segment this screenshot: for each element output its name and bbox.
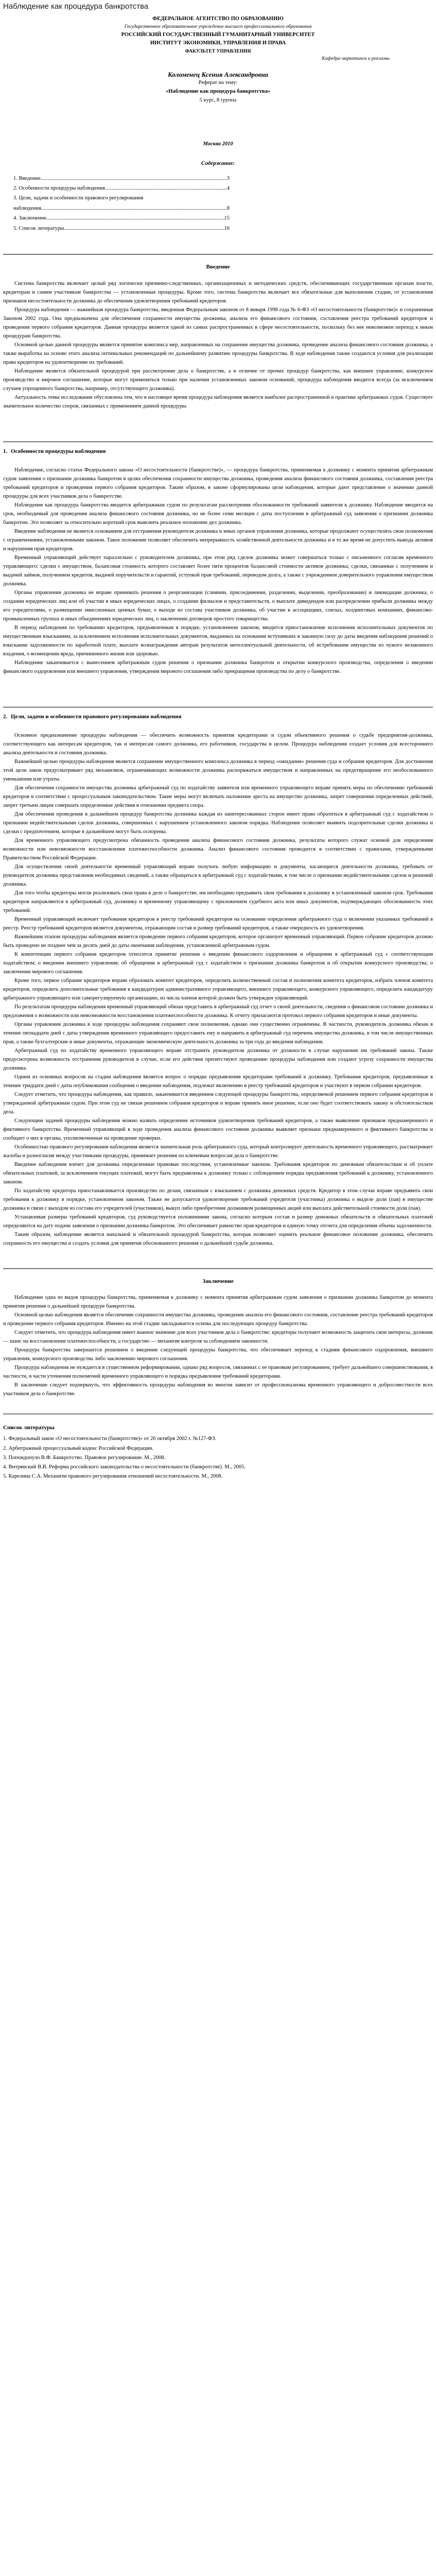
work-type: Реферат на тему: bbox=[198, 80, 238, 86]
paragraph: Одним из основных вопросов на стадии наблюдения является вопрос о порядке предъявления кредиторами требований к должнику. Требования кредиторов, предъявленные в течение тридцати дней с даты опубликования сообщения о введении наблюдения, подлежат включению в реестр требований кредиторов и участвуют в первом собрании кредиторов. bbox=[3, 1074, 433, 1089]
paragraph: В период наблюдения по требованию кредиторов, предъявленным в порядке, установленном законом, вводится приостановление исполнения исполнительных документов по имущественным взысканиям, за исключением исполнения исполнительных документов, выданных на основании вступивших в законную силу до даты введения наблюдения решений о взыскании задолженности по заработной плате, выплате вознаграждения авторам результатов интеллектуальной деятельности, об истребовании имущества из чужого незаконного владения, о возмещении вреда, причиненного жизни или здоровью. bbox=[3, 624, 433, 657]
institute-name: ИНСТИТУТ ЭКОНОМИКИ, УПРАВЛЕНИЯ И ПРАВА bbox=[150, 40, 286, 46]
paragraph: Для осуществления своей деятельности временный управляющий вправе получать любую информацию и документы, касающиеся деятельности должника, требовать от руководителя должника представления необходимых сведений, а также обращаться в арбитражный суд с ходатайствами, в том числе о признании недействительными сделок и решений должника. bbox=[3, 863, 433, 887]
section-2-paragraphs bbox=[3, 731, 433, 1248]
city-year: Москва 2010 bbox=[203, 141, 233, 147]
course-info: 5 курс, 8 группа bbox=[199, 97, 237, 103]
reference-item: 2. Арбитражный процессуальный кодекс Российской Федерации. bbox=[3, 1445, 153, 1451]
conclusion-heading: Заключение bbox=[202, 1278, 234, 1284]
paragraph: Важнейшим этапом процедуры наблюдения является проведение первого собрания кредиторов, которое организует временный управляющий. Первое собрание кредиторов должно быть проведено не позднее чем за десять дней до даты окончания наблюдения, установленной арбитражным судом. bbox=[3, 934, 433, 948]
toc-item[interactable] bbox=[13, 193, 230, 203]
section-1 bbox=[0, 447, 436, 676]
university-name: РОССИЙСКИЙ ГОСУДАРСТВЕННЫЙ ГУМАНИТАРНЫЙ УНИВЕРСИТЕТ bbox=[121, 31, 315, 38]
divider bbox=[3, 1268, 433, 1269]
paragraph: Наблюдение заканчивается с вынесением арбитражным судом решения о признании должника банкротом и открытии конкурсного производства, определения о введении финансового оздоровления или внешнего управления, утверждения мирового соглашения либо прекращения производства по делу о банкротстве. bbox=[3, 659, 433, 674]
paragraph: Процедура банкротства завершается решением о введении следующей процедуры банкротства, что обеспечивает переход к стадиям финансового оздоровления, внешнего управления, конкурсного производства либо заключению мирового соглашения. bbox=[3, 1347, 433, 1362]
toc-item[interactable] bbox=[13, 213, 230, 223]
chair-name: Кафедра маркетинга и рекламы bbox=[322, 56, 390, 62]
toc-item-page: 15 bbox=[224, 215, 230, 222]
institution-type: Государственное образовательное учреждение высшего профессионального образования bbox=[124, 24, 312, 30]
intro-paragraphs bbox=[3, 279, 433, 411]
paragraph: Основное предназначение процедуры наблюдения — обеспечить возможность принятия кредиторами и судом объективного решения о судьбе предприятия-должника, соответствующего как интересам кредиторов, так и интересам самого должника, его работников, государства в целом. Процедура наблюдения создает условия для всестороннего анализа деятельности и состояния должника. bbox=[3, 732, 433, 756]
toc-item[interactable] bbox=[13, 204, 230, 213]
toc-item-label: 1. Введение bbox=[13, 175, 41, 181]
toc-item[interactable] bbox=[13, 224, 230, 233]
paragraph: Введение наблюдения не является основанием для отстранения руководителя должника и иных органов управления должника, которые продолжают осуществлять свои полномочия с ограничениями, установленными законом. Такое положение позволяет обеспечить непрерывность хозяйственной деятельности должника и в то же время не допустить вывода активов и нарушения прав кредиторов. bbox=[3, 528, 433, 552]
paragraph: Для того чтобы кредиторы могли реализовать свои права в деле о банкротстве, им необходимо предъявить свои требования к должнику в установленный законом срок. Требования кредиторов направляются в арбитражный суд, должнику и временному управляющему с приложением судебного акта или иных документов, подтверждающих обоснованность этих требований. bbox=[3, 890, 433, 913]
references-list bbox=[0, 1435, 436, 1481]
paragraph: Временный управляющий действует параллельно с руководителем должника, при этом ряд сделок должника может совершаться только с письменного согласия временного управляющего: сделки с имуществом, балансовая стоимость которого составляет более пяти процентов балансовой стоимости активов должника; сделки, связанные с получением и выдачей займов, получением кредитов, выдачей поручительств и гарантий, уступкой прав требований, переводом долга, а также с учреждением доверительного управления имуществом должника. bbox=[3, 554, 433, 587]
work-topic: «Наблюдение как процедура банкротства» bbox=[166, 89, 270, 95]
section-1-paragraphs bbox=[3, 466, 433, 676]
toc-item-page: 4 bbox=[226, 185, 230, 192]
paragraph: Актуальность темы исследования обусловлена тем, что в настоящее время процедура наблюдения является наиболее распространенной в практике арбитражных судов. Существует значительное количество споров, связанных с применением данной процедуры. bbox=[3, 394, 433, 409]
paragraph: Наблюдение, согласно статье Федерального закона «О несостоятельности (банкротстве)», — процедура банкротства, применяемая к должнику с момента принятия арбитражным судом заявления о признании должника банкротом в целях обеспечения сохранности имущества должника, проведения анализа финансового состояния должника, составления реестра требований кредиторов и проведения первого собрания кредиторов. Таким образом, в законе сформулированы цели наблюдения, которые дают представление о значении данной процедуры для всех участников дела о банкротстве. bbox=[3, 467, 433, 499]
ministry: ФЕДЕРАЛЬНОЕ АГЕНТСТВО ПО ОБРАЗОВАНИЮ bbox=[152, 16, 284, 22]
paragraph: Следующим задачей процедуры наблюдения можно назвать определение источников удовлетворения требований кредиторов, а также выявление признаков преднамеренного и фиктивного банкротства. Временный управляющий в ходе проведения анализа финансового состояния должника выявляет признаки преднамеренного и фиктивного банкротства и сообщает о них в органы, уполномоченные на проведение проверки. bbox=[3, 1117, 433, 1141]
toc-leader-dots bbox=[64, 224, 224, 233]
toc-item[interactable] bbox=[13, 174, 230, 183]
reference-item: 4. Витрянский В.В. Реформа российского законодательства о несостоятельности (банкротстве). М., 2005. bbox=[3, 1464, 246, 1470]
toc-item-label: 3. Цели, задачи и особенности правового регулирования bbox=[13, 195, 144, 201]
paragraph: Таким образом, наблюдение является начальной и обязательной процедурой банкротства, которая позволяет оценить реальное финансовое положение должника, обеспечить сохранность его имущества и создать условия для принятия обоснованного решения о дальнейшей судьбе должника. bbox=[3, 1231, 433, 1246]
section-2-number: 2. bbox=[3, 713, 8, 720]
toc-leader-dots bbox=[41, 174, 227, 183]
paragraph: Введение наблюдения влечет для должника определенные правовые последствия, установленные законом. Требования кредиторов по денежным обязательствам и об уплате обязательных платежей, за исключением текущих платежей, могут быть предъявлены к должнику только с соблюдением порядка предъявления требований к должнику, установленного законом. bbox=[3, 1161, 433, 1185]
paragraph: По результатам процедуры наблюдения временный управляющий обязан представить в арбитражный суд отчет о своей деятельности, сведения о финансовом состоянии должника и предложения о возможности или невозможности восстановления платежеспособности должника. К отчету прилагаются протокол первого собрания кредиторов и иные документы. bbox=[3, 1004, 433, 1019]
paragraph: Система банкротства включает целый ряд логически причинно-следственных, организационных и методических средств, обеспечивающих государственным органам власти, кредиторам и самим участникам банкротства — установленные процедуры. Кроме того, система банкротства включает все обязательные для выполнения стадии, от установления признаков несостоятельности должника до обеспечения удовлетворения требований кредиторов. bbox=[3, 280, 433, 304]
paragraph: По ходатайству кредитора приостанавливается производство по делам, связанным с взысканием с должника денежных средств. Кредитор в этом случае вправе предъявить свои требования к должнику в порядке, установленном законом. Также не допускается удовлетворение требований учредителя (участника) должника о выделе доли (пая) в имуществе должника в связи с выходом из состава его учредителей (участников), выкуп либо приобретение должником размещенных акций или выплата действительной стоимости доли (пая). bbox=[3, 1188, 433, 1211]
title-header bbox=[0, 15, 436, 55]
toc-leader-dots bbox=[41, 204, 227, 213]
toc-leader-dots bbox=[46, 213, 224, 223]
toc-item[interactable] bbox=[13, 183, 230, 193]
paragraph: Кроме того, первое собрание кредиторов вправе образовать комитет кредиторов, определить количественный состав и полномочия комитета кредиторов, избрать членов комитета кредиторов, определить дополнительные требования к кандидатурам административного управляющего, внешнего управляющего, конкурсного управляющего, определить кандидатуру арбитражного управляющего или саморегулируемую организацию, из числа членов которой должен быть утвержден управляющий. bbox=[3, 977, 433, 1001]
toc-title: Содержание: bbox=[201, 160, 235, 166]
conclusion-paragraphs bbox=[3, 1293, 433, 1398]
toc-item-page: 16 bbox=[224, 225, 230, 231]
paragraph: Основной целью данной процедуры является принятие комплекса мер, направленных на сохранение имущества должника, проведение анализа финансового состояния должника, а также выработка на основе этого анализа оптимальных рекомендаций по дальнейшему развитию процедуры банкротства. В ходе наблюдения также создаются условия для реализации права кредиторов на удовлетворение их требований. bbox=[3, 342, 433, 365]
toc-leader-dots bbox=[105, 183, 227, 193]
paragraph: Следует отметить, что процедура наблюдения, как правило, заканчивается введением следующей процедуры банкротства, определяемой решением первого собрания кредиторов и утверждаемой арбитражным судом. При этом суд не связан решением собрания кредиторов и вправе принять иное решение, если оно будет соответствовать закону и обстоятельствам дела. bbox=[3, 1091, 433, 1115]
intro-heading: Введение bbox=[206, 264, 230, 270]
reference-item: 1. Федеральный закон «О несостоятельности (банкротстве)» от 26 октября 2002 г. №127-ФЗ. bbox=[3, 1436, 217, 1442]
toc-item-page: 3 bbox=[226, 175, 230, 181]
paragraph: Органы управления должника в ходе процедуры наблюдения сохраняют свои полномочия, однако они существенно ограничены. В частности, руководитель должника обязан в течение пятнадцати дней с даты утверждения временного управляющего предоставить ему и направить в арбитражный суд перечень имущества должника, в том числе имущественных прав, а также бухгалтерские и иные документы, отражающие экономическую деятельность должника за три года до введения наблюдения. bbox=[3, 1021, 433, 1045]
reference-item: 3. Попондопуло В.Ф. Банкротство. Правовое регулирование. М., 2008. bbox=[3, 1454, 166, 1461]
section-1-number: 1. bbox=[3, 448, 8, 454]
paragraph: Процедура наблюдения не нуждается в существенном реформировании, однако ряд вопросов, связанных с ее правовым регулированием, требует дальнейшего совершенствования, в частности, в части уточнения полномочий временного управляющего и порядка предъявления требований кредиторами. bbox=[3, 1365, 433, 1380]
paragraph: Для временного управляющего предусмотрена обязанность проведения анализа финансового состояния должника, результаты которого служат основой для определения возможности или невозможности восстановления платежеспособности должника. Анализ финансового состояния проводится в соответствии с правилами, утвержденными Правительством Российской Федерации. bbox=[3, 837, 433, 861]
paragraph: Для обеспечения проведения в дальнейшем процедур банкротства должника каждая из заинтересованных сторон имеет право обратиться в арбитражный суд с ходатайством о признании недействительными сделок должника, совершенных с нарушением установленного законом порядка. Наблюдение позволяет выявить подозрительные сделки должника и сделки с предпочтением, которые в дальнейшем могут быть оспорены. bbox=[3, 811, 433, 835]
paragraph: Для обеспечения сохранности имущества должника арбитражный суд по ходатайству заявителя или временного управляющего вправе принять меры по обеспечению требований кредиторов в соответствии с процессуальным законодательством. Такие меры могут включать наложение ареста на имущество должника, запрет совершения определенных действий, запрет третьим лицам совершать определенные действия в отношении предмета спора. bbox=[3, 785, 433, 808]
page-title: Наблюдение как процедура банкротства bbox=[3, 2, 149, 11]
paragraph: Важнейшей целью процедуры наблюдения является сохранение имущественного комплекса должника в период «ожидания» решения суда и собрания кредиторов. Для достижения этой цели закон предусматривает ряд механизмов, ограничивающих возможности должника распоряжаться имуществом и направленных на предотвращение его необоснованного уменьшения или утраты. bbox=[3, 758, 433, 782]
paragraph: Наблюдение как процедура банкротства вводится арбитражным судом по результатам рассмотрения обоснованности требований заявителя к должнику. Наблюдение вводится на срок, необходимый для проведения анализа финансового состояния должника, но не более семи месяцев с даты поступления в арбитражный суд заявления о признании должника банкротом. Это позволяет за относительно короткий срок выяснить реальное положение дел должника. bbox=[3, 502, 433, 526]
paragraph: Особенностью правового регулирования наблюдения является значительная роль арбитражного суда, который контролирует деятельность временного управляющего, рассматривает жалобы и разногласия между участниками процедуры, принимает решения по ключевым вопросам дела о банкротстве. bbox=[3, 1144, 433, 1159]
section-1-title: Особенности процедуры наблюдения bbox=[11, 448, 106, 454]
toc-item-label: 5. Список литературы bbox=[13, 225, 64, 231]
reference-item: 5. Карелина С.А. Механизм правового регулирования отношений несостоятельности. М., 2008. bbox=[3, 1473, 223, 1480]
paragraph: Временный управляющий включает требования кредиторов в реестр требований кредиторов на основании определения арбитражного суда о включении указанных требований в реестр. Реестр требований кредиторов является документом, отражающим состав и размер требований кредиторов, а также очередность их удовлетворения. bbox=[3, 916, 433, 931]
paragraph: В заключение следует подчеркнуть, что эффективность процедуры наблюдения во многом зависит от профессионализма временного управляющего и добросовестности всех участников дела о банкротстве. bbox=[3, 1382, 433, 1397]
paragraph: Наблюдение является обязательной процедурой при рассмотрении дела о банкротстве, а в отличие от прочих процедур банкротства, как внешнее управление, конкурсное производство и мировое соглашение, которые могут применяться только при наличии установленных законом оснований, процедура наблюдения вводится всегда (за исключением случаев упрощенного банкротства, например, отсутствующего должника). bbox=[3, 368, 433, 392]
section-2-title: Цели, задачи и особенности правового регулирования наблюдения bbox=[11, 713, 182, 720]
conclusion-section bbox=[0, 1277, 436, 1399]
section-2-heading bbox=[3, 713, 433, 722]
paragraph: Следует отметить, что процедура наблюдения имеет важное значение для всех участников дела о банкротстве: кредиторы получают возможность защитить свои интересы, должник — шанс на восстановление платежеспособности, а государство — механизм контроля за соблюдением законности. bbox=[3, 1330, 433, 1345]
title-details bbox=[0, 79, 436, 105]
paragraph: К компетенции первого собрания кредиторов относится принятие решения о введении финансового оздоровления и обращении в арбитражный суд с соответствующим ходатайством; о введении внешнего управления; об обращении в арбитражный суд с ходатайством о признании должника банкротом и об открытии конкурсного производства; о заключении мирового соглашения. bbox=[3, 951, 433, 975]
paragraph: Органы управления должника не вправе принимать решения о реорганизации (слиянии, присоединении, разделении, выделении, преобразовании) и ликвидации должника, о создании юридических лиц или об участии в иных юридических лицах, о создании филиалов и представительств, о выплате дивидендов или распределении прибыли должника между его учредителями, о размещении эмиссионных ценных бумаг, о выходе из состава участников должника, об участии в ассоциациях, союзах, холдинговых компаниях, финансово-промышленных группах и иных объединениях юридических лиц, о заключении договоров простого товарищества. bbox=[3, 589, 433, 622]
references-title: Список литературы bbox=[3, 1425, 55, 1431]
intro-section bbox=[0, 263, 436, 411]
paragraph: Устанавливая размеры требований кредиторов, суд руководствуется положениями закона, согласно которым состав и размер денежных обязательств и обязательных платежей определяются на дату подачи заявления о признании должника банкротом. Это обеспечивает равенство прав кредиторов и единую точку отсчета для определения объема задолженности. bbox=[3, 1214, 433, 1229]
paragraph: Арбитражный суд по ходатайству временного управляющего вправе отстранить руководителя должника от должности в случае нарушения им требований закона. Также предусмотрена возможность отстранения руководителя в случае, если его действия препятствуют проведению процедуры наблюдения или создают угрозу сохранности имущества должника. bbox=[3, 1047, 433, 1071]
divider bbox=[3, 254, 433, 255]
toc-item-label: 2. Особенности процедуры наблюдения bbox=[13, 185, 105, 192]
toc-item-label: 4. Заключение bbox=[13, 215, 47, 222]
paragraph: Наблюдение одна из видов процедуры банкротства, применяемая к должнику с момента принятия арбитражным судом заявления о признании должника банкротом до момента принятия решения о дальнейшей процедуре банкротства. bbox=[3, 1295, 433, 1310]
toc-item-label: наблюдения bbox=[13, 205, 41, 211]
paragraph: Основной целью наблюдения является обеспечение сохранности имущества должника, проведение анализа его финансового состояния, составление реестра требований кредиторов и проведение первого собрания кредиторов. Именно на этой стадии закладывается основа для последующих процедур банкротства. bbox=[3, 1312, 433, 1327]
faculty-name: ФАКУЛЬТЕТ УПРАВЛЕНИЯ bbox=[185, 48, 251, 54]
section-1-heading bbox=[3, 447, 433, 456]
section-2 bbox=[0, 713, 436, 1248]
paragraph: Процедура наблюдения — важнейшая процедура банкротства, введенная Федеральным законом от 8 января 1998 года № 6-ФЗ «О несостоятельности (банкротстве)» и сохраненная Законом 2002 года. Она предназначена для обеспечения сохранности имущества должника, анализа его финансового состояния, составления реестра требований кредиторов и проведения первого собрания кредиторов. Данная процедура является одной из самых распространенных в сфере несостоятельности, поскольку без нее невозможен переход к иным процедурам банкротства. bbox=[3, 307, 433, 339]
toc-item-page: 8 bbox=[226, 205, 230, 211]
table-of-contents bbox=[13, 174, 230, 234]
author-name: Коломенец Ксения Александровна bbox=[168, 71, 268, 79]
